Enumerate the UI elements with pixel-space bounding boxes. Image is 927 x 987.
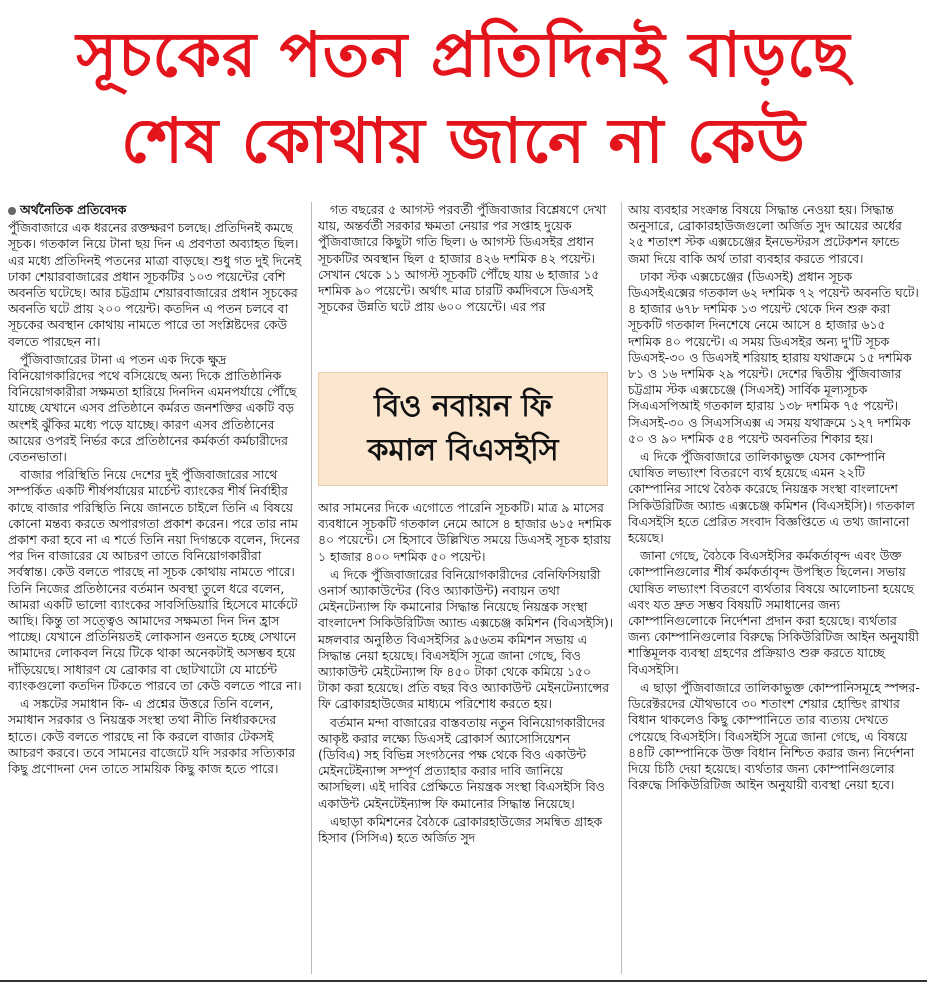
byline bbox=[8, 202, 304, 218]
paragraph: জানা গেছে, বৈঠকে বিএসইসির কর্মকর্তাবৃন্দ এবং উক্ত কোম্পানিগুলোর শীর্ষ কর্মকর্তাবৃন্দ উপস্থিত ছিলেন। সভায় ঘোষিত লভ্যাংশ বিতরণে ব্যর্থতার বিষয়ে আলোচনা হয়েছে এবং যত দ্রুত সম্ভব বিষয়টি সমাধানের জন্য কোম্পানিগুলোকে নির্দেশনা প্রদান করা হয়েছে। ব্যর্থতার জন্য কোম্পানিগুলোর বিরুদ্ধে সিকিউরিটিজ আইন অনুযায়ী শাস্তিমূলক ব্যবস্থা গ্রহণের প্রক্রিয়াও শুরু করতে যাচ্ছে বিএসইসি। bbox=[628, 548, 919, 677]
paragraph: আর সামনের দিকে এগোতে পারেনি সূচকটি। মাত্র ৯ মাসের ব্যবধানে সূচকটি গতকাল নেমে আসে ৪ হাজার ৬১৫ দশমিক ৪০ পয়েন্টে। সে হিসাবে উল্লিখিত সময়ে ডিএসই সূচক হারায় ১ হাজার ৪০০ দশমিক ৫০ পয়েন্ট। bbox=[318, 500, 612, 564]
paragraph: এ সঙ্কটের সমাধান কি- এ প্রশ্নের উত্তরে তিনি বলেন, সমাধান সরকার ও নিয়ন্ত্রক সংস্থা তথা নীতি নির্ধারকদের হাতে। কেউ বলতে পারছে না কি করলে বাজার টেকসই আচরণ করবে। তবে সামনের বাজেটে যদি সরকার সত্যিকার কিছু প্রণোদনা দেন তাতে সাময়িক কিছু কাজ হতে পারে। bbox=[8, 696, 296, 776]
bullet-icon bbox=[8, 207, 16, 215]
article-column-2-top bbox=[318, 202, 614, 360]
paragraph: এ দিকে পুঁজিবাজারে তালিকাভুক্ত যেসব কোম্পানি ঘোষিত লভ্যাংশ বিতরণে ব্যর্থ হয়েছে এমন ২২টি কোম্পানির সাথে বৈঠক করেছে নিয়ন্ত্রক সংস্থা বাংলাদেশ সিকিউরিটিজ অ্যান্ড এক্সচেঞ্জ কমিশন (বিএসইসি)। গতকাল বিএসইসি হতে প্রেরিত সংবাদ বিজ্ঞপ্তিতে এ তথ্য জানানো হয়েছে। bbox=[628, 449, 915, 546]
headline-line-2: শেষ কোথায় জানে না কেউ bbox=[121, 104, 806, 177]
paragraph: এ ছাড়া পুঁজিবাজারে তালিকাভুক্ত কোম্পানিসমূহে স্পন্সর-ডিরেক্টরদের যৌথভাবে ৩০ শতাংশ শেয়ার হোল্ডিং রাখার বিধান থাকলেও কিছু কোম্পানিতে তার ব্যত্যয় দেখতে পেয়েছে বিএসইসি। বিএসইসি সূত্রে জানা গেছে, এ বিষয়ে ৪৪টি কোম্পানিকে উক্ত বিধান নিশ্চিত করার জন্য নির্দেশনা দিয়ে চিঠি দেয়া হয়েছে। ব্যর্থতার জন্য কোম্পানিগুলোর বিরুদ্ধে সিকিউরিটিজ আইন অনুযায়ী ব্যবস্থা নেয়া হবে। bbox=[628, 679, 920, 793]
article-column-1 bbox=[8, 202, 304, 974]
paragraph: বাজার পরিস্থিতি নিয়ে দেশের দুই পুঁজিবাজারের সাথে সম্পর্কিত একটি শীর্ষপর্যায়ের মার্চেন্ট ব্যাংকের শীর্ষ নির্বাহীর কাছে বাজার পরিস্থিতি নিয়ে জানতে চাইলে তিনি এ বিষয়ে কোনো মন্তব্য করতে অপারগতা প্রকাশ করেন। পরে তার নাম প্রকাশ করা হবে না এ শর্তে তিনি নয়া দিগন্তকে বলেন, দিনের পর দিন বাজারের যে আচরণ তাতে বিনিয়োগকারীরা সর্বস্বান্ত। কেউ বলতে পারছে না সূচক কোথায় নামতে পারে। তিনি নিজের প্রতিষ্ঠানের বর্তমান অবস্থা তুলে ধরে বলেন, আমরা একটি ভালো ব্যাংকের সাবসিডিয়ারি হিসেবে মার্কেটে আছি। কিন্তু তা সত্ত্বেও আমাদের সক্ষমতা দিন দিন হ্রাস পাচ্ছে। যেখানে প্রতিনিয়তই লোকসান গুনতে হচ্ছে সেখানে আমাদের লোকবল নিয়ে টিকে থাকা অনেকটাই অসম্ভব হয়ে দাঁড়িয়েছে। সাধারণ যে ব্রোকার বা ছোটখাটো যে মার্চেন্ট ব্যাংকগুলো কতদিন টিকতে পারবে তা কেউ বলতে পারে না। bbox=[8, 467, 302, 693]
headline bbox=[0, 12, 927, 184]
article-column-3 bbox=[628, 202, 920, 974]
inset-line-1: বিও নবায়ন ফি bbox=[374, 389, 552, 424]
paragraph: ঢাকা স্টক এক্সচেঞ্জের (ডিএসই) প্রধান সূচক ডিএসইএক্সের গতকাল ৬২ দশমিক ৭২ পয়েন্ট অবনতি ঘটে। ৪ হাজার ৬৭৮ দশমিক ১৩ পয়েন্ট থেকে দিন শুরু করা সূচকটি গতকাল দিনশেষে নেমে আসে ৪ হাজার ৬১৫ দশমিক ৪০ পয়েন্টে। এ সময় ডিএসইর অন্য দু'টি সূচক ডিএসই-৩০ ও ডিএসই শরিয়াহ হারায় যথাক্রমে ১৫ দশমিক ৮১ ও ১৬ দশমিক ২৯ পয়েন্ট। দেশের দ্বিতীয় পুঁজিবাজার চট্টগ্রাম স্টক এক্সচেঞ্জে (সিএসই) সার্বিক মূল্যসূচক সিএএসপিআই গতকাল হারায় ১৩৮ দশমিক ৭৫ পয়েন্ট। সিএসই-৩০ ও সিএসসিএক্স এ সময় যথাক্রমে ১২৭ দশমিক ৫০ ও ৯০ দশমিক ৫৪ পয়েন্ট অবনতির শিকার হয়। bbox=[628, 268, 919, 446]
paragraph: এছাড়া কমিশনের বৈঠকে ব্রোকারহাউজের সমন্বিত গ্রাহক হিসাব (সিসিএ) হতে অর্জিত সুদ bbox=[318, 813, 603, 846]
paragraph: পুঁজিবাজারে এক ধরনের রক্তক্ষরণ চলছে। প্রতিদিনই কমছে সূচক। গতকাল নিয়ে টানা ছয় দিন এ প্রবণতা অব্যাহত ছিল। এর মধ্যে প্রতিদিনই পতনের মাত্রা বাড়ছে। শুধু গত দুই দিনেই ঢাকা শেয়ারবাজারের প্রধান সূচকটির ১০৩ পয়েন্টের বেশি অবনতি ঘটেছে। আর চট্টগ্রাম শেয়ারবাজারের প্রধান সূচকের অবনতি ঘটে প্রায় ২০০ পয়েন্ট। কতদিন এ পতন চলবে বা সূচকের অবস্থান কোথায় নামতে পারে তা সংশ্লিষ্টদের কেউ বলতে পারছেন না। bbox=[8, 220, 302, 349]
column-divider bbox=[311, 202, 312, 974]
column-divider bbox=[621, 202, 622, 974]
paragraph: আয় ব্যবহার সংক্রান্ত বিষয়ে সিদ্ধান্ত নেওয়া হয়। সিদ্ধান্ত অনুসারে, ব্রোকারহাউজগুলো অর্জিত সুদ আয়ের অর্ধের ২৫ শতাংশ স্টক এক্সচেঞ্জের ইনভেস্টরস প্রটেকশন ফান্ডে জমা দিয়ে বাকি অর্থ তারা ব্যবহার করতে পারবে। bbox=[628, 202, 902, 266]
headline-line-1: সূচকের পতন প্রতিদিনই বাড়ছে bbox=[76, 18, 851, 91]
paragraph: এ দিকে পুঁজিবাজারের বিনিয়োগকারীদের বেনিফিসিয়ারী ওনার্স অ্যাকাউন্টের (বিও অ্যাকাউন্ট) নবায়ন তথা মেইনটেন্যান্স ফি কমানোর সিদ্ধান্ত নিয়েছে নিয়ন্ত্রক সংস্থা বাংলাদেশ সিকিউরিটিজ অ্যান্ড এক্সচেঞ্জ কমিশন (বিএসইসি)। মঙ্গলবার অনুষ্ঠিত বিএসইসির ৯৫৬তম কমিশন সভায় এ সিদ্ধান্ত নেয়া হয়েছে। বিএসইসি সূত্রে জানা গেছে, বিও অ্যাকাউন্ট মেইটেন্যান্স ফি ৪৫০ টাকা থেকে কমিয়ে ১৫০ টাকা করা হয়েছে। প্রতি বছর বিও অ্যাকাউন্ট মেইনটেন্যান্সের ফি ব্রোকারহাউজের মাধ্যমে পরিশোধ করতে হয়। bbox=[318, 566, 614, 712]
paragraph: বর্তমান মন্দা বাজারের বাস্তবতায় নতুন বিনিয়োগকারীদের আকৃষ্ট করার লক্ষ্যে ডিএসই ব্রোকার্স অ্যাসোসিয়েশন (ডিবিএ) সহ বিভিন্ন সংগঠনের পক্ষ থেকে বিও একাউন্ট মেইনটেইন্যান্স সম্পূর্ণ প্রত্যাহার করার দাবি জানিয়ে আসছিল। এই দাবির প্রেক্ষিতে নিয়ন্ত্রক সংস্থা বিএসইসি বিও একাউন্ট মেইনটেইন্যান্স ফি কমানোর সিদ্ধান্ত নিয়েছে। bbox=[318, 714, 605, 811]
bottom-rule bbox=[0, 980, 927, 982]
inset-headline-box bbox=[318, 372, 608, 486]
article-column-2-bottom bbox=[318, 500, 614, 974]
paragraph: পুঁজিবাজারের টানা এ পতন এক দিকে ক্ষুদ্র বিনিয়োগকারিদের পথে বসিয়েছে অন্য দিকে প্রাতিষ্ঠানিক বিনিয়োগকারীরা সক্ষমতা হারিয়ে দিনদিন এমনপর্যায়ে পৌঁছে যাচ্ছে যেখানে এসব প্রতিষ্ঠানে কর্মরত জনশক্তির একটি বড় অংশই ঝুঁকির মধ্যে পড়ে যাচ্ছে। কারণ এসব প্রতিষ্ঠানের আয়ের ওপরই নির্ভর করে প্রতিষ্ঠানের কর্মকর্তা কর্মচারীদের বেতনভাতা। bbox=[8, 351, 297, 465]
byline-text: অর্থনৈতিক প্রতিবেদক bbox=[20, 202, 127, 217]
inset-line-2: কমাল বিএসইসি bbox=[367, 433, 559, 468]
paragraph: গত বছরের ৫ আগস্ট পরবর্তী পুঁজিবাজার বিশ্লেষণে দেখা যায়, অন্তর্বর্তী সরকার ক্ষমতা নেয়ার পর সপ্তাহ দুয়েক পুঁজিবাজারে কিছুটা গতি ছিল। ৬ আগস্ট ডিএসইর প্রধান সূচকটির অবস্থান ছিল ৫ হাজার ৪২৬ দশমিক ৪২ পয়েন্ট। সেখান থেকে ১১ আগস্ট সূচকটি পৌঁছে যায় ৬ হাজার ১৫ দশমিক ৯০ পয়েন্টে। অর্থাৎ মাত্র চারটি কর্মদিবসে ডিএসই সূচকের উন্নতি ঘটে প্রায় ৬০০ পয়েন্টে। এর পর bbox=[318, 202, 606, 315]
